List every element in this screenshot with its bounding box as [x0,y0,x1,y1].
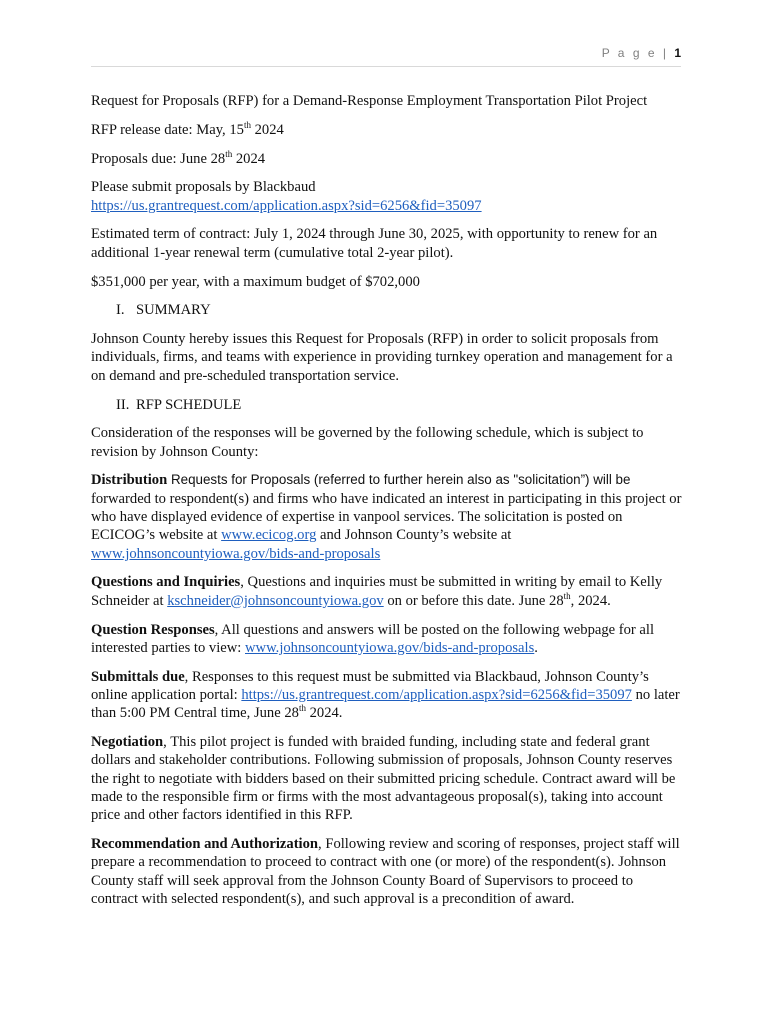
recommendation-label: Recommendation and Authorization [91,836,319,852]
submittals-portal-link[interactable]: https://us.grantrequest.com/application.aspx?sid=6256&fid=35097 [241,686,632,703]
rfp-title: Request for Proposals (RFP) for a Demand-Response Employment Transportation Pilot Project [91,93,648,109]
budget: $351,000 per year, with a maximum budget of $702,000 [91,273,420,290]
questions-text-1: , Questions and inquiries must be submitted in writing by email to Kelly Schneider at [91,574,663,609]
recommendation-text: , Following review and scoring of responses, project staff will prepare a recommendation to proceed to contract with one (or more) of the respondent(s). Johnson County staff will seek approval from the Johnson County Board of Supervisors to proceed to contract with selected respondent(s), and such approval is a precondition of award. [91,836,680,907]
schedule-numeral: II. [116,396,130,413]
release-date-text: RFP release date: May, 15 [91,121,244,138]
submittals-text-1: , Responses to this request must be submitted via Blackbaud, Johnson County’s online application portal: [91,668,649,703]
distribution-text-3: and Johnson County’s website at [316,527,512,544]
county-bids-link[interactable]: www.johnsoncountyiowa.gov/bids-and-proposals [91,545,381,562]
distribution-text-1: Requests for Proposals (referred to further herein also as "solicitation”) will be [167,472,631,488]
submit-instructions [91,178,683,215]
submit-text: Please submit proposals by Blackbaud [91,179,316,196]
submittals-text-2: no later than 5:00 PM Central time, June 28 [91,686,680,722]
responses-bids-link[interactable]: www.johnsoncountyiowa.gov/bids-and-proposals [245,639,535,656]
questions-text-2: on or before this date. June 28 [383,592,564,609]
responses-text-2: . [534,639,538,656]
responses-label: Question Responses [91,621,215,638]
summary-numeral: I. [116,302,125,319]
questions-sup: th [563,590,571,601]
contract-term: Estimated term of contract: July 1, 2024 through June 30, 2025, with opportunity to renew for an additional 1-year renewal term (cumulative total 2-year pilot). [91,226,658,261]
negotiation-label: Negotiation [91,734,164,751]
recommendation-item [91,835,683,908]
schneider-email-link[interactable]: kschneider@johnsoncountyiowa.gov [167,592,384,609]
submittals-text-3: 2024. [305,705,343,722]
summary-text: Johnson County hereby issues this Request for Proposals (RFP) in order to solicit proposals from individuals, firms, and teams with experience in providing turnkey operation and management for a on demand and pre-scheduled transportation service. [91,331,673,384]
page-number: 1 [674,46,681,60]
document-body [91,92,683,919]
questions-item [91,573,683,610]
submittals-label: Submittals due [91,668,185,685]
schedule-intro: Consideration of the responses will be governed by the following schedule, which is subject to revision by Johnson County: [91,425,644,460]
responses-item [91,621,683,658]
release-date [91,121,683,139]
schedule-title: RFP SCHEDULE [136,396,242,413]
negotiation-text: , This pilot project is funded with braided funding, including state and federal grant dollars and stakeholder contributions. Following submission of proposals, Johnson County reserves the right to negotiate with bidders based on their submitted pricing schedule. Contract award will be made to the responsible firm or firms with the most advantageous proposal(s), taking into account price and other factors identified in this RFP. [91,734,676,824]
page-label: P a g e [601,46,657,60]
page-header [91,46,681,60]
release-date-sup: th [243,119,251,130]
questions-label: Questions and Inquiries [91,574,241,591]
distribution-item [91,471,683,562]
summary-title: SUMMARY [136,302,211,319]
header-rule [91,66,681,67]
ecicog-link[interactable]: www.ecicog.org [221,527,317,544]
questions-text-3: , 2024. [570,592,611,609]
proposals-due-sup: th [225,148,233,159]
responses-text-1: , All questions and answers will be posted on the following webpage for all interested parties to view: [91,621,655,656]
submittals-item [91,668,683,723]
proposals-due [91,150,683,168]
proposals-due-year: 2024 [232,150,266,167]
distribution-label: Distribution [91,472,168,489]
schedule-heading [116,396,683,414]
negotiation-item [91,733,683,824]
release-date-year: 2024 [250,121,284,138]
summary-heading [116,301,683,319]
submittals-sup: th [298,703,306,714]
proposals-due-text: Proposals due: June 28 [91,150,226,167]
distribution-text-2: forwarded to respondent(s) and firms who have indicated an interest in participating in this project or who have displayed evidence of expertise in vanpool services. The solicitation is posted on ECICOG’s website at [91,490,682,544]
page-separator: | [662,46,669,60]
submit-portal-link[interactable]: https://us.grantrequest.com/application.aspx?sid=6256&fid=35097 [91,197,482,214]
